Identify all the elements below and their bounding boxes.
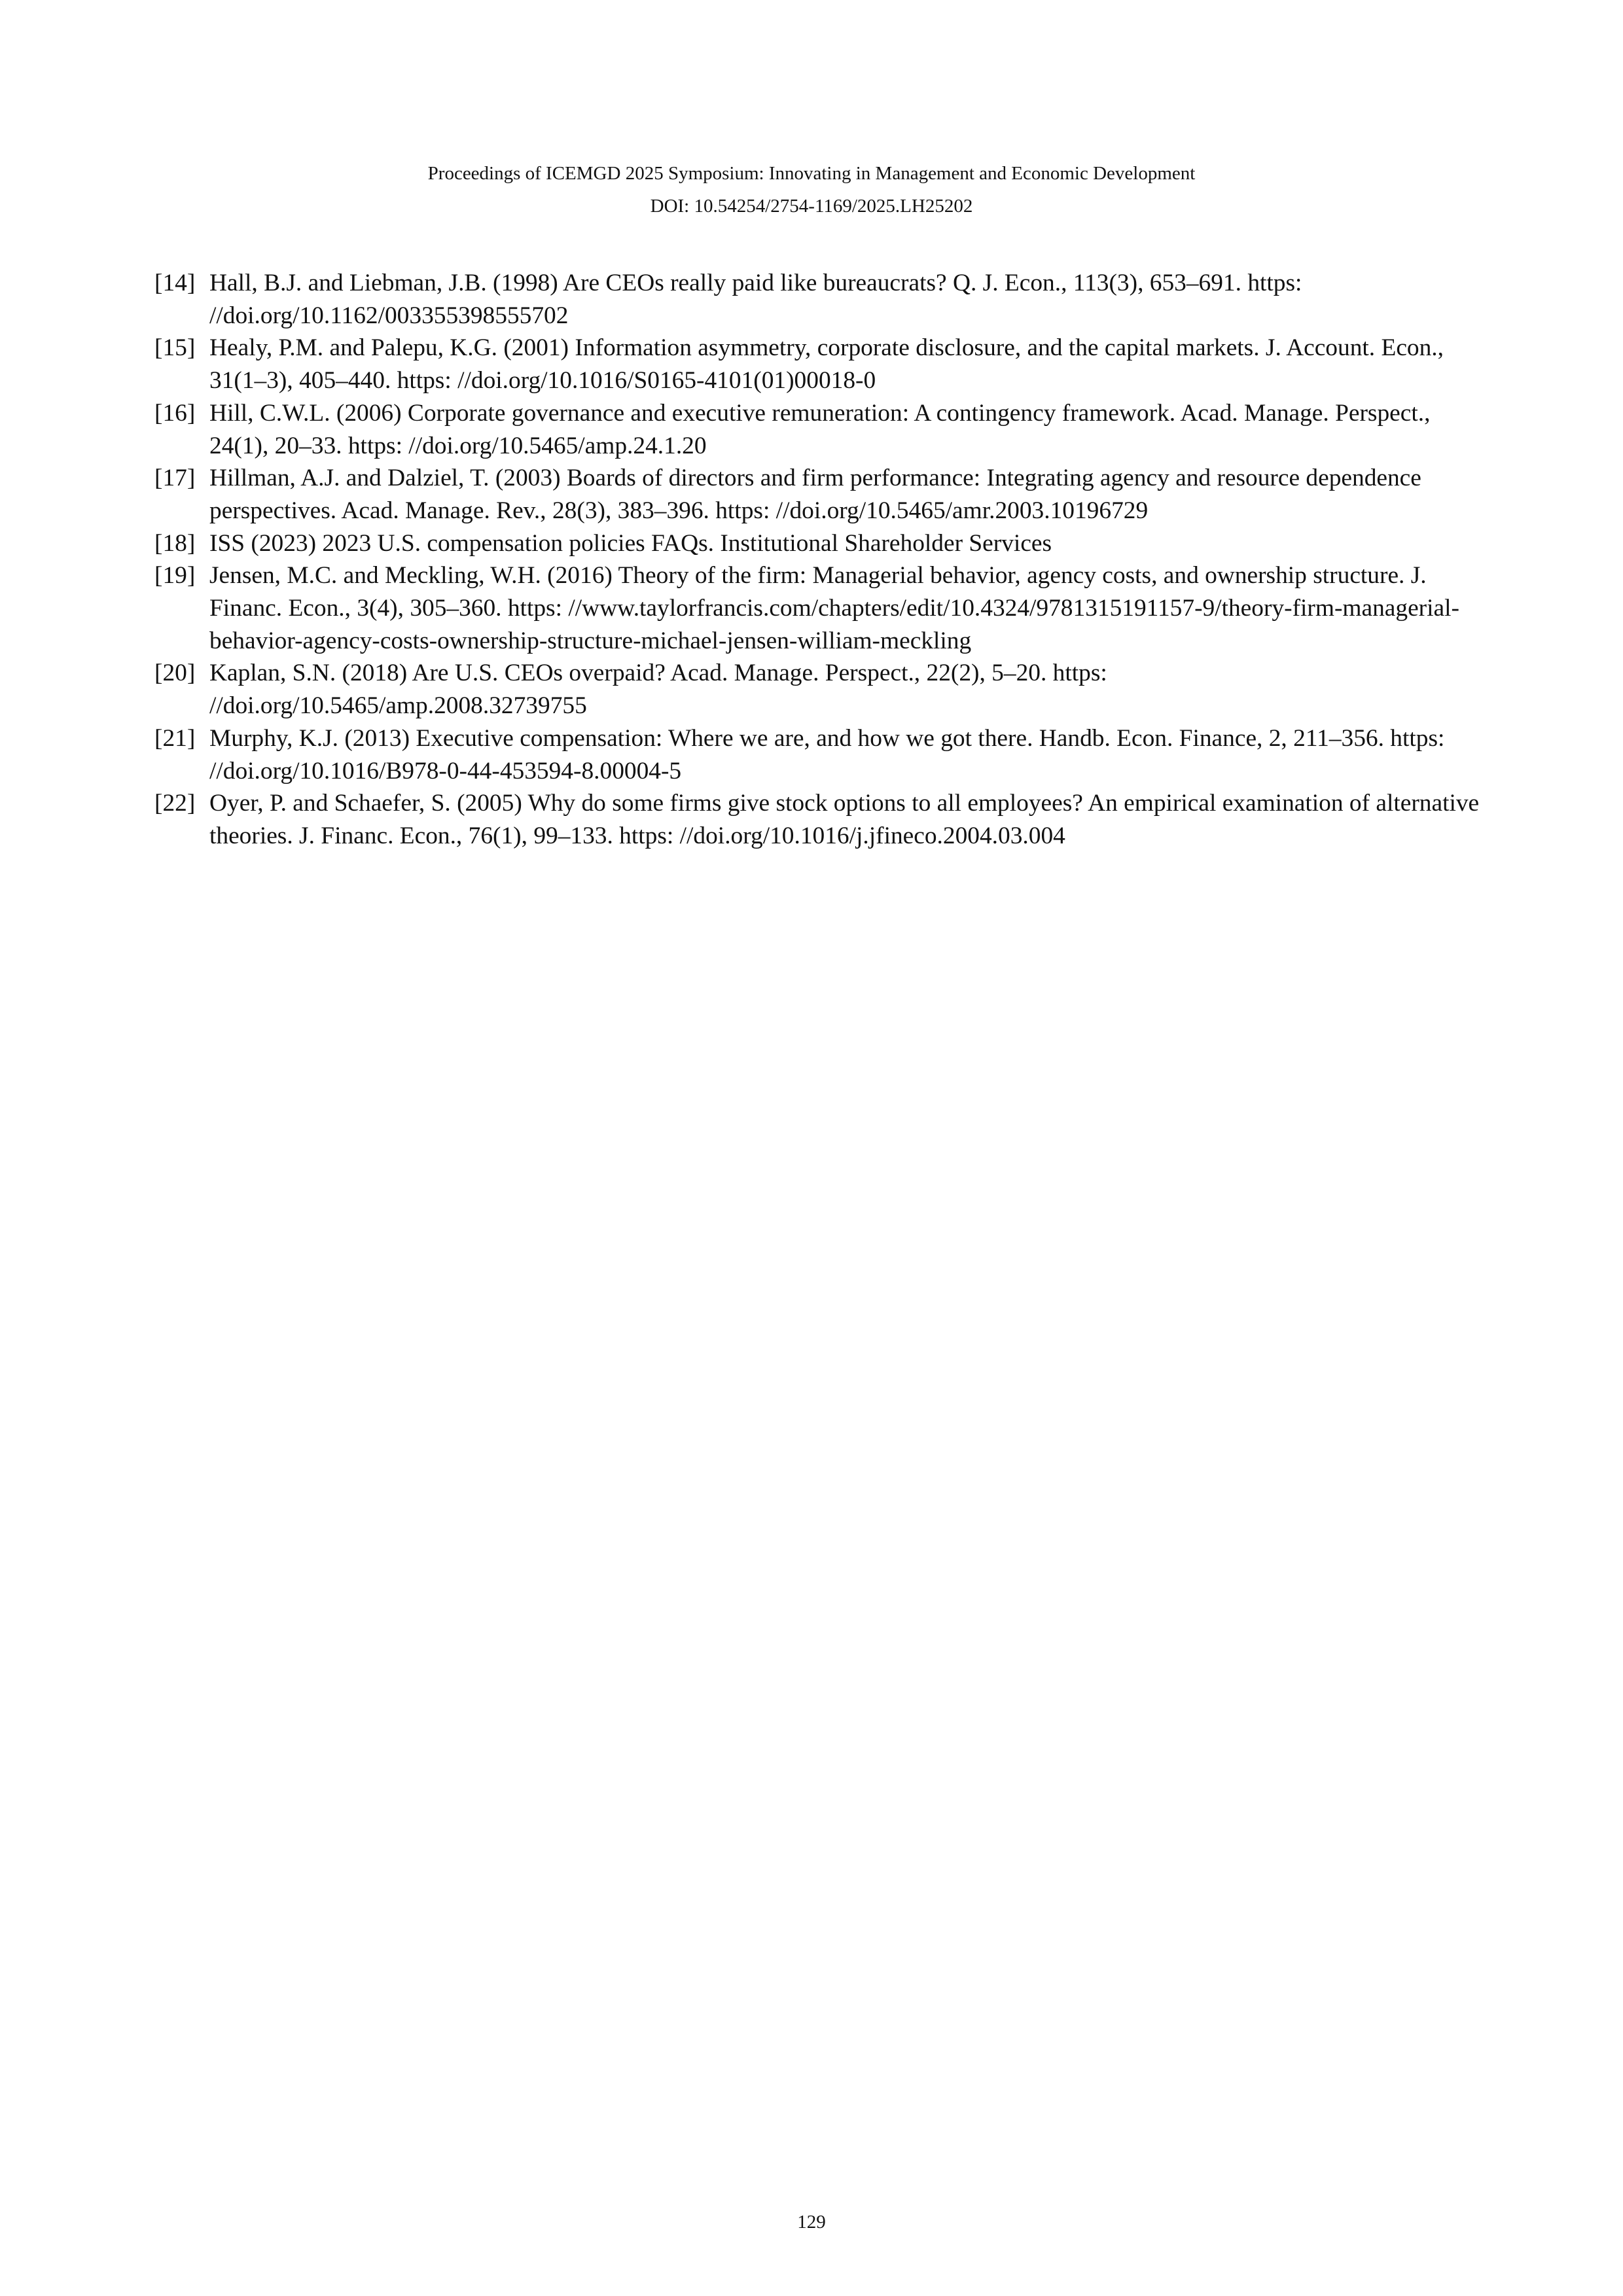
reference-number: [21] xyxy=(154,724,196,752)
reference-item xyxy=(154,397,1483,462)
reference-item xyxy=(154,657,1483,722)
reference-list xyxy=(154,267,1483,853)
page-number: 129 xyxy=(797,2212,826,2233)
reference-item xyxy=(154,527,1483,560)
reference-item xyxy=(154,462,1483,527)
reference-item xyxy=(154,722,1483,787)
reference-item xyxy=(154,559,1483,657)
reference-item xyxy=(154,332,1483,397)
reference-text: Kaplan, S.N. (2018) Are U.S. CEOs overpaid? Acad. Manage. Perspect., 22(2), 5–20. https: //doi.org/10.5465/amp.2008.32739755 xyxy=(209,660,1107,720)
reference-text: Jensen, M.C. and Meckling, W.H. (2016) Theory of the firm: Managerial behavior, agency costs, and ownership structure. J. Financ. Econ., 3(4), 305–360. https: //www.taylorfrancis.com/chapters/edit/10.4324/9781315191157-9/theory-firm-managerial-behavior-agency-costs-ownership-structure-michael-jensen-william-meckling xyxy=(209,562,1459,654)
reference-item xyxy=(154,787,1483,852)
header-proceedings-title: Proceedings of ICEMGD 2025 Symposium: Innovating in Management and Economic Development xyxy=(427,163,1196,184)
reference-text: Hill, C.W.L. (2006) Corporate governance and executive remuneration: A contingency framework. Acad. Manage. Perspect., 24(1), 20–33. https: //doi.org/10.5465/amp.24.1.20 xyxy=(209,399,1431,459)
running-header xyxy=(0,157,1623,222)
reference-text: Murphy, K.J. (2013) Executive compensation: Where we are, and how we got there. Handb. Econ. Finance, 2, 211–356. https: //doi.org/10.1016/B978-0-44-453594-8.00004-5 xyxy=(209,724,1445,785)
reference-number: [20] xyxy=(154,660,196,687)
reference-number: [22] xyxy=(154,790,196,817)
reference-text: ISS (2023) 2023 U.S. compensation policies FAQs. Institutional Shareholder Services xyxy=(209,529,1052,557)
reference-number: [16] xyxy=(154,399,196,427)
reference-number: [15] xyxy=(154,334,196,362)
reference-text: Hillman, A.J. and Dalziel, T. (2003) Boards of directors and firm performance: Integrating agency and resource dependence perspectives. Acad. Manage. Rev., 28(3), 383–396. https: //doi.org/10.5465/amr.2003.10196729 xyxy=(209,465,1421,524)
reference-text: Oyer, P. and Schaefer, S. (2005) Why do some firms give stock options to all employees? An empirical examination of alternative theories. J. Financ. Econ., 76(1), 99–133. https: //doi.org/10.1016/j.jfineco.2004.03.004 xyxy=(209,790,1480,849)
reference-text: Healy, P.M. and Palepu, K.G. (2001) Information asymmetry, corporate disclosure, and the capital markets. J. Account. Econ., 31(1–3), 405–440. https: //doi.org/10.1016/S0165-4101(01)00018-0 xyxy=(209,334,1444,395)
reference-number: [19] xyxy=(154,562,196,590)
reference-number: [18] xyxy=(154,529,196,557)
reference-text: Hall, B.J. and Liebman, J.B. (1998) Are CEOs really paid like bureaucrats? Q. J. Econ., 113(3), 653–691. https: //doi.org/10.1162/003355398555702 xyxy=(209,270,1302,329)
header-doi: DOI: 10.54254/2754-1169/2025.LH25202 xyxy=(650,196,973,217)
reference-item xyxy=(154,267,1483,332)
reference-number: [14] xyxy=(154,270,196,296)
reference-number: [17] xyxy=(154,465,196,492)
